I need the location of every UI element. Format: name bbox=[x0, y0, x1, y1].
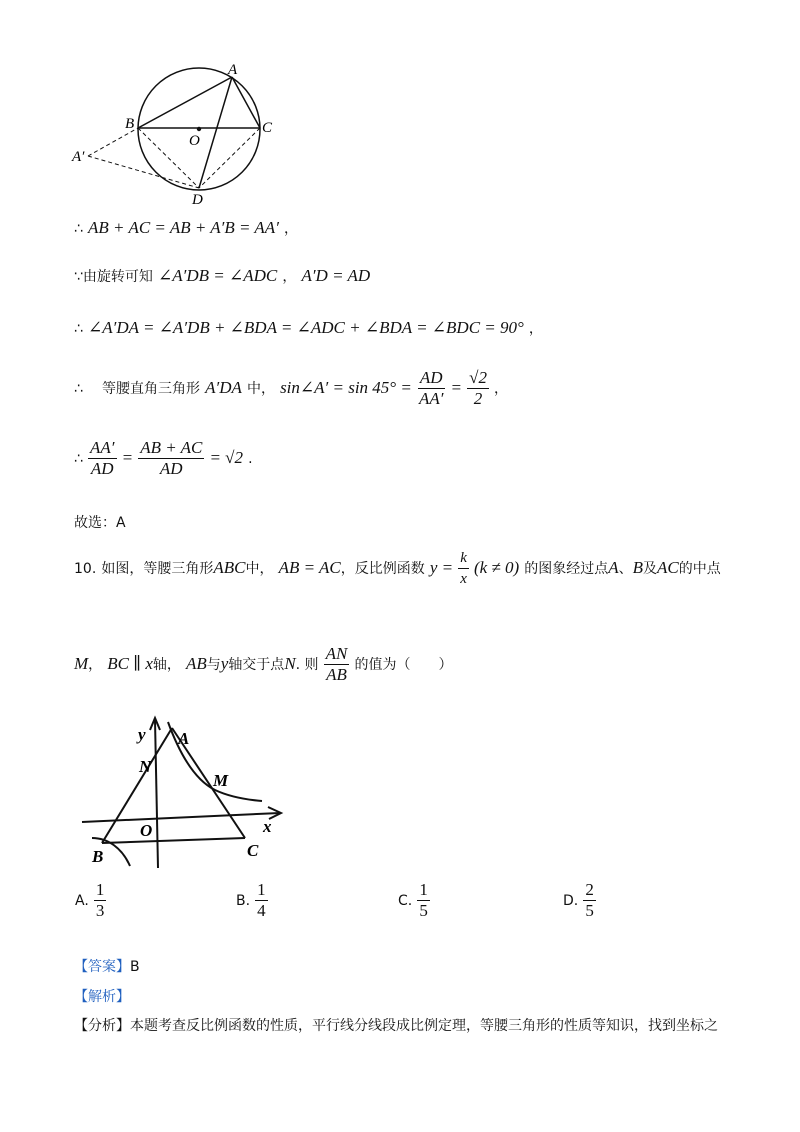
center-dot bbox=[197, 127, 201, 131]
point-n: N bbox=[284, 654, 296, 673]
option-a[interactable] bbox=[75, 880, 106, 921]
q2-text-4: 轴交于点 bbox=[228, 657, 285, 673]
label-b: B bbox=[125, 116, 135, 132]
option-a-letter: A. bbox=[75, 893, 89, 909]
option-b-letter: B. bbox=[236, 893, 251, 909]
option-d-fraction: $\frac{2}{5}$ bbox=[585, 880, 594, 920]
step-3 bbox=[74, 318, 543, 338]
answer-value: B bbox=[130, 959, 140, 975]
q-text-2: 中， bbox=[245, 561, 274, 577]
label-c: C bbox=[247, 841, 259, 860]
q-text-5: 及 bbox=[643, 561, 658, 577]
segment-ac bbox=[232, 77, 260, 128]
func-condition: (k ≠ 0) bbox=[473, 558, 520, 577]
segment-ab bbox=[102, 728, 172, 843]
label-y: y bbox=[138, 725, 146, 744]
q-sep: 、 bbox=[618, 561, 633, 577]
therefore-symbol: ∴ bbox=[74, 321, 83, 337]
step-2-math-1: ∠A′DB = ∠ADC bbox=[158, 266, 278, 285]
fraction-sqrt2-over-2: $\frac{√2}{2}$ bbox=[469, 368, 487, 408]
step-4 bbox=[74, 368, 508, 409]
step-2-sep: ， bbox=[282, 269, 297, 285]
q2-text-1: ， bbox=[88, 657, 103, 673]
bc-parallel-x: BC ∥ x bbox=[107, 654, 153, 673]
answer-choice-line: 故选：A bbox=[74, 515, 126, 531]
answer-line bbox=[74, 956, 140, 976]
step-4-suffix: ， bbox=[494, 381, 509, 397]
segment-a-prime-b bbox=[88, 128, 138, 156]
segment-ac-label: AC bbox=[657, 558, 679, 577]
step-5 bbox=[74, 438, 253, 479]
label-n: N bbox=[139, 757, 152, 776]
label-m: M bbox=[213, 771, 229, 790]
option-c-letter: C. bbox=[398, 893, 413, 909]
step-1-suffix: ， bbox=[284, 221, 299, 237]
segment-bc bbox=[102, 838, 245, 843]
q-text-6: 的中点 bbox=[678, 561, 721, 577]
label-o: O bbox=[189, 133, 200, 149]
point-b: B bbox=[632, 558, 644, 577]
step-2-prefix: ∵由旋转可知 bbox=[74, 269, 153, 285]
segment-a-prime-d bbox=[88, 156, 199, 188]
label-b: B bbox=[92, 847, 104, 866]
y-axis bbox=[155, 720, 158, 868]
figure-triangle-hyperbola bbox=[78, 712, 288, 872]
option-a-fraction: $\frac{1}{3}$ bbox=[95, 880, 105, 920]
label-o: O bbox=[140, 821, 153, 840]
q2-text-2: 轴， bbox=[152, 657, 181, 673]
therefore-symbol: ∴ bbox=[74, 221, 83, 237]
segment-ba bbox=[138, 77, 232, 128]
step-4-mid: 中， bbox=[246, 381, 275, 397]
question-10-line-2 bbox=[74, 636, 452, 693]
q2-text-6: 的值为（ ） bbox=[354, 657, 453, 673]
step-1-math: AB + AC = AB + A′B = AA′ bbox=[88, 218, 279, 237]
q-text-4: 的图象经过点 bbox=[524, 561, 609, 577]
equals-sign: = bbox=[121, 448, 134, 467]
point-m: M bbox=[74, 654, 89, 673]
option-c[interactable] bbox=[398, 880, 430, 921]
step-5-suffix: . bbox=[248, 451, 253, 467]
label-a: A bbox=[178, 729, 190, 748]
analysis-line bbox=[74, 1015, 718, 1035]
step-3-math: ∠A′DA = ∠A′DB + ∠BDA = ∠ADC + ∠BDA = ∠BDC = 90° bbox=[88, 318, 524, 337]
label-a-prime: A′ bbox=[72, 149, 85, 165]
analysis-subtag: 【分析】 bbox=[74, 1018, 130, 1034]
step-4-text: 等腰直角三角形 bbox=[102, 381, 201, 397]
segment-ad bbox=[199, 77, 232, 188]
triangle-abc: ABC bbox=[213, 558, 246, 577]
ab-equals-ac: AB = AC bbox=[278, 558, 341, 577]
question-10-line-1 bbox=[74, 538, 721, 599]
step-4-math: sin∠A′ = sin 45° = bbox=[280, 378, 412, 397]
label-d: D bbox=[192, 192, 203, 208]
analysis-text: 本题考查反比例函数的性质，平行线分线段成比例定理，等腰三角形的性质等知识，找到坐标之 bbox=[130, 1018, 718, 1034]
label-c: C bbox=[262, 120, 273, 136]
axis-y-label: y bbox=[220, 654, 229, 673]
q-text-3: ，反比例函数 bbox=[340, 561, 425, 577]
fraction-k-over-x: $\frac{k}{x}$ bbox=[460, 550, 467, 587]
label-x: x bbox=[263, 817, 272, 836]
figure-circle-rotation bbox=[60, 55, 300, 210]
step-2-math-2: A′D = AD bbox=[301, 266, 371, 285]
q-text-1: 如图，等腰三角形 bbox=[101, 561, 214, 577]
q2-text-3: 与 bbox=[206, 657, 221, 673]
analysis-tag: 【解析】 bbox=[74, 989, 130, 1005]
option-d[interactable] bbox=[563, 880, 596, 921]
option-b[interactable] bbox=[236, 880, 268, 921]
therefore-symbol: ∴ bbox=[74, 381, 83, 397]
step-4-triangle: A′DA bbox=[205, 378, 242, 397]
option-d-letter: D. bbox=[563, 893, 579, 909]
fraction-aa-prime-over-ad: $\frac{AA'}{AD}$ bbox=[90, 438, 115, 478]
answer-tag: 【答案】 bbox=[74, 959, 130, 975]
label-a: A bbox=[228, 62, 238, 78]
step-1 bbox=[74, 218, 298, 238]
equals-sign: = bbox=[450, 378, 463, 397]
step-2 bbox=[74, 266, 370, 286]
x-axis bbox=[82, 813, 280, 822]
fraction-ad-over-aa-prime: $\frac{AD}{AA'}$ bbox=[418, 368, 444, 408]
q2-text-5: . 则 bbox=[295, 657, 319, 673]
point-a: A bbox=[608, 558, 619, 577]
therefore-symbol: ∴ bbox=[74, 451, 83, 467]
option-b-fraction: $\frac{1}{4}$ bbox=[257, 880, 266, 920]
segment-ab-label: AB bbox=[185, 654, 207, 673]
func-y: y = bbox=[429, 558, 454, 577]
question-number: 10. bbox=[74, 561, 97, 577]
equals-sqrt2: = √2 bbox=[209, 448, 243, 467]
fraction-ab-plus-ac-over-ad: $\frac{AB + AC}{AD}$ bbox=[140, 438, 203, 478]
option-c-fraction: $\frac{1}{5}$ bbox=[419, 880, 428, 920]
step-3-suffix: ， bbox=[528, 321, 543, 337]
fraction-an-over-ab: $\frac{AN}{AB}$ bbox=[325, 644, 348, 684]
